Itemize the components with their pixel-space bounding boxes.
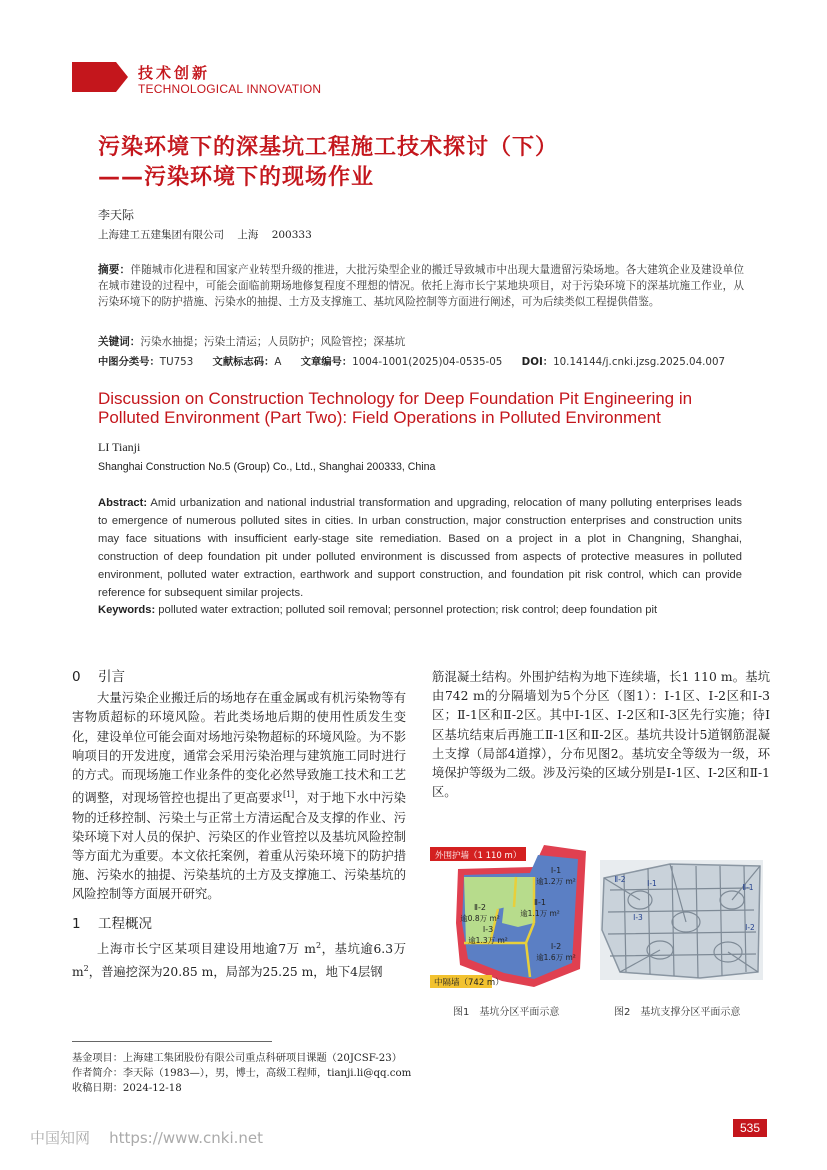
zone-label-ii2: Ⅱ-2 <box>474 903 486 912</box>
support-label-ii1: Ⅱ-1 <box>742 883 754 892</box>
clc-label: 中图分类号： <box>98 356 160 368</box>
zone-area-i2: 逾1.6万 m² <box>536 953 576 962</box>
figure1-caption: 图1 基坑分区平面示意 <box>453 1007 560 1018</box>
overview-continued: 筋混凝土结构。外围护结构为地下连续墙，长1 110 m。基坑由742 m的分隔墙划为5个分区（图1）：Ⅰ-1区、Ⅰ-2区和Ⅰ-3区；Ⅱ-1区和Ⅱ-2区。其中Ⅰ-1区、Ⅰ-2区和Ⅰ-3区先行实施；待Ⅰ区基坑结束后再施工Ⅱ-1区和Ⅱ-2区。基坑共设计5道钢筋混凝土支撑（局部4道撑），分布见图2。基坑安全等级为一级，环境保护等级为二级。涉及污染的区域分别是Ⅰ-1区、Ⅰ-2区和Ⅱ-1区。 <box>432 670 770 800</box>
article-no-label: 文章编号： <box>300 356 353 368</box>
article-no-value: 1004-1001(2025)04-0535-05 <box>352 356 503 368</box>
zone-area-i1: 逾1.2万 m² <box>536 877 576 886</box>
support-label-i2: Ⅰ-2 <box>745 923 755 932</box>
title-en: Discussion on Construction Technology for Deep Foundation Pit Engineering in Polluted Environment (Part Two): Field Operations in Polluted Environment <box>98 389 693 427</box>
section-band <box>72 62 116 92</box>
abstract-cn <box>98 262 744 310</box>
heading-introduction: 0 引言 <box>72 669 125 685</box>
citation-ref[interactable]: [1] <box>282 790 295 800</box>
abstract-en <box>98 494 742 602</box>
intro-paragraph: 大量污染企业搬迁后的场地存在重金属或有机污染物等有害物质超标的环境风险。若此类场地后期的使用性质发生变化，建设单位可能会面对场地污染物超标的环境风险。为不影响项目的开发进度，通常会采用污染治理与建筑施工同时进行的方式。而现场施工作业条件的变化必然导致施工技术和工艺的调整，对现场管控也提出了更高要求[1]，对于地下水中污染物的迁移控制、污染土与正常土方清运配合及支撑的作业、污染环境下对人员的保护、污染区的作业管控以及基坑风险控制等方面尤为重要。本文依托案例，着重从污染环境下的防护措施、污染水的抽提、污染基坑的土方及支撑施工、污染基坑的风险控制等方面展开研究。 <box>72 691 406 902</box>
section-title-cn: 技术创新 <box>138 64 211 82</box>
keywords-en-label: Keywords: <box>98 604 156 616</box>
outer-wall-label: 外围护墙（1 110 m） <box>435 851 522 861</box>
keywords-en-text: polluted water extraction; polluted soil removal; personnel protection; risk control; deep foundation pit <box>155 604 658 616</box>
figure1-zone-plan <box>430 843 594 989</box>
keywords-cn-text: 污染水抽提；污染土清运；人员防护；风险管控；深基坑 <box>140 336 406 348</box>
footnote-rule <box>72 1041 272 1042</box>
divider-wall-label: 中隔墙（742 m） <box>434 978 504 988</box>
affiliation-en: Shanghai Construction No.5 (Group) Co., Ltd., Shanghai 200333, China <box>98 461 436 473</box>
title-cn-line1: 污染环境下的深基坑工程施工技术探讨（下） <box>98 135 559 160</box>
keywords-en <box>98 604 657 616</box>
title-cn-line2: ——污染环境下的现场作业 <box>98 165 375 190</box>
support-label-i1: Ⅰ-1 <box>647 879 657 888</box>
abstract-en-label: Abstract: <box>98 497 148 509</box>
support-label-i3: Ⅰ-3 <box>633 913 643 922</box>
author-en: LI Tianji <box>98 440 141 454</box>
clc-value: TU753 <box>159 356 194 368</box>
body-right-column <box>432 668 770 802</box>
footnote-fund: 基金项目：上海建工集团股份有限公司重点科研项目课题（20JCSF-23） <box>72 1053 402 1064</box>
keywords-cn <box>98 334 405 349</box>
zone-label-i1: Ⅰ-1 <box>550 866 562 875</box>
doc-code-label: 文献标志码： <box>212 356 275 368</box>
zone-area-ii1: 逾1.1万 m² <box>520 909 560 918</box>
article-meta-cn <box>98 353 725 368</box>
affiliation-cn: 上海建工五建集团有限公司 上海 200333 <box>98 229 312 241</box>
figure2-support-plan <box>600 860 763 980</box>
doi-label: DOI： <box>521 356 554 368</box>
heading-overview: 1 工程概况 <box>72 915 152 932</box>
body-left-column <box>72 668 406 982</box>
zone-label-ii1: Ⅱ-1 <box>534 898 546 907</box>
author-cn: 李天际 <box>98 208 135 222</box>
support-label-ii2: Ⅱ-2 <box>614 875 626 884</box>
footnote-received: 收稿日期：2024-12-18 <box>72 1083 182 1094</box>
doc-code-value: A <box>274 356 282 368</box>
page-number: 535 <box>733 1119 767 1137</box>
abstract-cn-text: 伴随城市化进程和国家产业转型升级的推进，大批污染型企业的搬迁导致城市中出现大量遗留污染场地。各大建筑企业及建设单位在城市建设的过程中，可能会面临前期场地修复程度不理想的情况。依托上海市长宁某地块项目，对于污染环境下的深基坑施工作业，从污染环境下的防护措施、污染水的抽提、土方及支撑施工、基坑风险控制等方面进行阐述，可为后续类似工程提供借鉴。 <box>98 264 744 308</box>
zone-label-i2: Ⅰ-2 <box>550 942 562 951</box>
section-band-arrow <box>116 62 128 92</box>
figure2-caption: 图2 基坑支撑分区平面示意 <box>614 1007 741 1018</box>
abstract-en-text: Amid urbanization and national industrial transformation and upgrading, relocation of many polluting enterprises leads to emergence of numerous polluted sites in cities. In urban construction, major construction enterprises and construction units may face situations with insufficient early-stage site remediation. Based on a project in a plot in Changning, Shanghai, construction of deep foundation pit under polluted environment is discussed from aspects of protective measures in polluted environment, polluted water extraction, earthwork and support construction, and foundation pit risk control, which can provide reference for subsequent similar projects. <box>98 497 742 599</box>
zone-area-ii2: 逾0.8万 m² <box>460 914 500 923</box>
abstract-cn-label: 摘要： <box>98 264 131 276</box>
keywords-cn-label: 关键词： <box>98 336 141 348</box>
section-title-en: TECHNOLOGICAL INNOVATION <box>138 82 322 96</box>
cnki-watermark: 中国知网 https://www.cnki.net <box>30 1129 264 1147</box>
doi-value[interactable]: 10.14144/j.cnki.jzsg.2025.04.007 <box>553 356 726 368</box>
footnote-author: 作者简介：李天际（1983—），男，博士，高级工程师，tianji.li@qq.com <box>72 1068 412 1079</box>
overview-paragraph: 上海市长宁区某项目建设用地逾7万 $m^2$，基坑逾6.3万 $m^2$，普遍挖深为20.85 m，局部为25.25 m，地下4层钢 <box>72 940 406 980</box>
zone-area-i3: 逾1.3万 m² <box>468 936 508 945</box>
zone-label-i3: Ⅰ-3 <box>482 925 494 934</box>
